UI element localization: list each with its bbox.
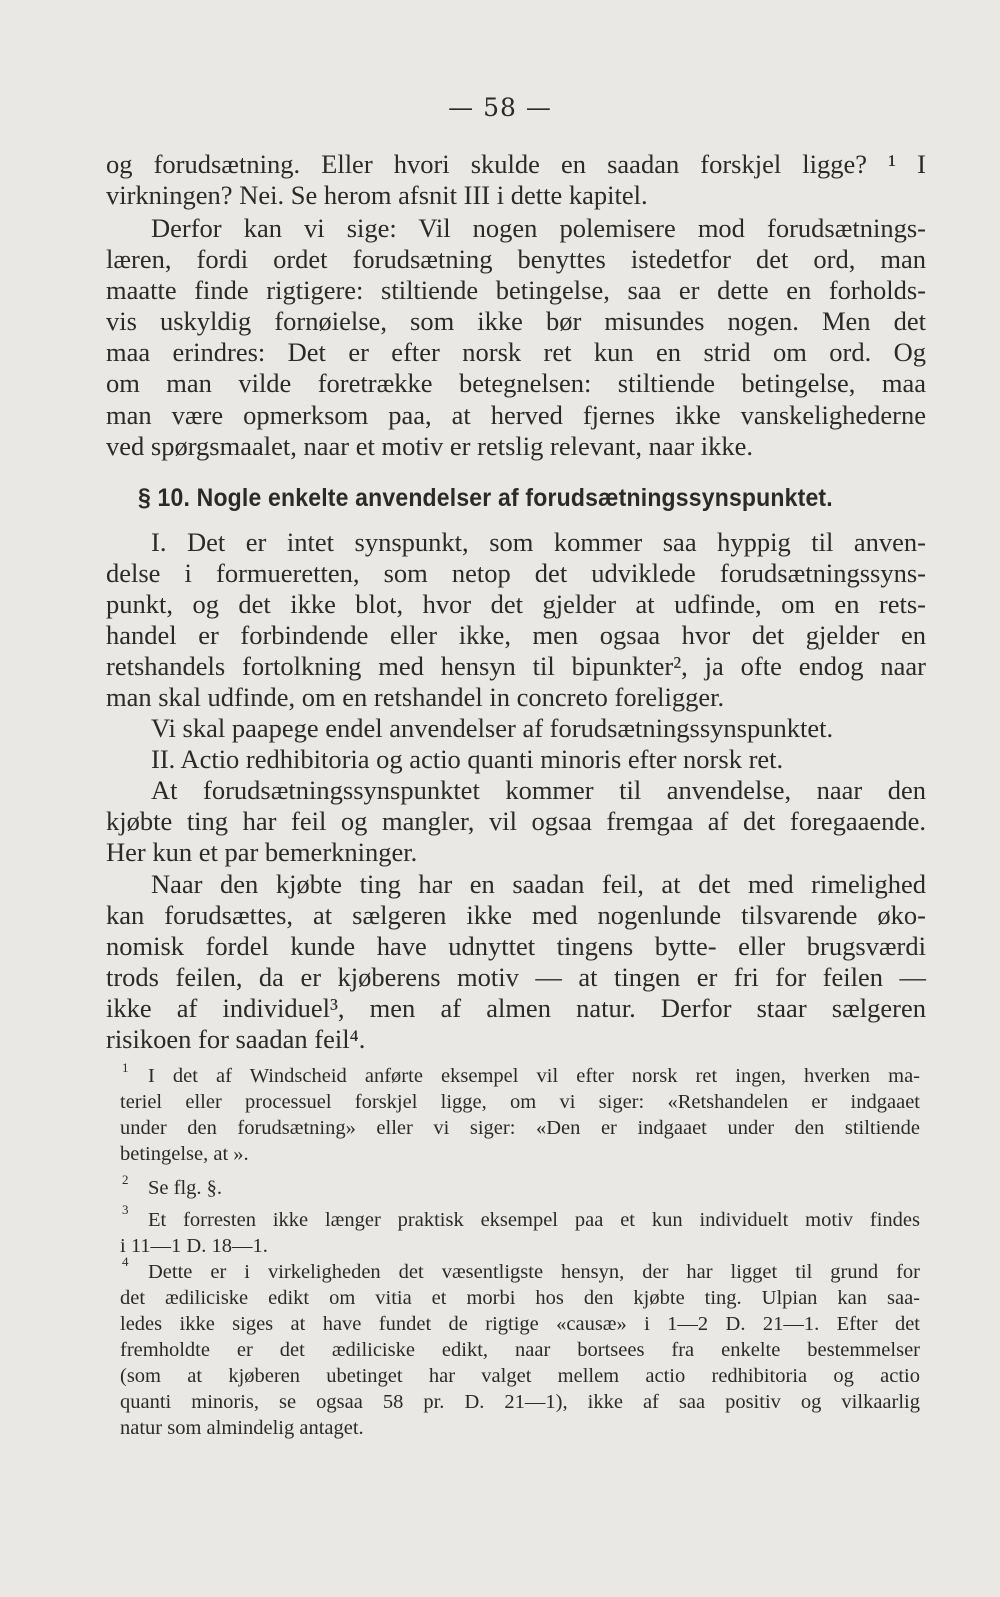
- text-line: I. Det er intet synspunkt, som kommer saa hyppig til anven-: [151, 527, 926, 557]
- footnote-mark: 4: [122, 1254, 129, 1269]
- text-line: II. Actio redhibitoria og actio quanti minoris efter norsk ret.: [151, 744, 784, 774]
- text-line: vis uskyldig fornøielse, som ikke bør misundes nogen. Men det: [106, 306, 926, 336]
- text-line: maa erindres: Det er efter norsk ret kun en strid om ord. Og: [106, 337, 926, 367]
- text-line: kan forudsættes, at sælgeren ikke med nogenlunde tilsvarende øko-: [106, 900, 926, 930]
- text-line: retshandels fortolkning med hensyn til bipunkter², ja ofte endog naar: [106, 651, 926, 681]
- text-line: Vi skal paapege endel anvendelser af forudsætningssynspunktet.: [151, 713, 834, 743]
- text-line: ikke af individuel³, men af almen natur. Derfor staar sælgeren: [106, 993, 926, 1023]
- text-line: risikoen for saadan feil⁴.: [106, 1024, 366, 1054]
- text-line: man skal udfinde, om en retshandel in concreto foreligger.: [106, 682, 725, 712]
- text-line: virkningen? Nei. Se herom afsnit III i dette kapitel.: [106, 180, 648, 210]
- footnote-line: ledes ikke siges at have fundet de rigtige «causæ» i 1—2 D. 21—1. Efter det: [120, 1313, 920, 1335]
- text-line: handel er forbindende eller ikke, men ogsaa hvor det gjelder en: [106, 620, 926, 650]
- text-line: ved spørgsmaalet, naar et motiv er retslig relevant, naar ikke.: [106, 431, 754, 461]
- footnote-line: under den forudsætning» eller vi siger: «Den er indgaaet under den stiltiende: [120, 1117, 920, 1139]
- footnote-line: Dette er i virkeligheden det væsentligste hensyn, der har ligget til grund for: [148, 1261, 920, 1283]
- footnote-line: Et forresten ikke længer praktisk eksempel paa et kun individuelt motiv findes: [148, 1209, 920, 1231]
- text-line: Naar den kjøbte ting har en saadan feil, at det med rimelighed: [151, 869, 926, 899]
- text-line: punkt, og det ikke blot, hvor det gjelder at udfinde, om en rets-: [106, 589, 926, 619]
- text-line: Her kun et par bemerkninger.: [106, 837, 418, 867]
- text-line: maatte finde rigtigere: stiltiende betingelse, saa er dette en forholds-: [106, 275, 926, 305]
- footnote-mark: 3: [122, 1202, 129, 1217]
- text-line: nomisk fordel kunde have udnyttet tingens bytte- eller brugsværdi: [106, 931, 926, 961]
- footnote-line: Se flg. §.: [148, 1177, 223, 1199]
- text-line: trods feilen, da er kjøberens motiv — at tingen er fri for feilen —: [106, 962, 926, 992]
- text-line: læren, fordi ordet forudsætning benyttes istedetfor det ord, man: [106, 244, 926, 274]
- text-line: man være opmerksom paa, at herved fjernes ikke vanskelighederne: [106, 400, 926, 430]
- footnote-line: (som at kjøberen ubetinget har valget mellem actio redhibitoria og actio: [120, 1365, 920, 1387]
- footnote-line: quanti minoris, se ogsaa 58 pr. D. 21—1), ikke af saa positiv og vilkaarlig: [120, 1391, 920, 1413]
- footnote-line: natur som almindelig antaget.: [120, 1417, 364, 1439]
- text-line: om man vilde foretrække betegnelsen: stiltiende betingelse, maa: [106, 368, 926, 398]
- footnote-line: i 11—1 D. 18—1.: [120, 1235, 268, 1257]
- text-line: delse i formueretten, som netop det udviklede forudsætningssyns-: [106, 558, 926, 588]
- text-line: og forudsætning. Eller hvori skulde en saadan forskjel ligge? ¹ I: [106, 149, 926, 179]
- text-line: At forudsætningssynspunktet kommer til anvendelse, naar den: [151, 775, 926, 805]
- footnote-line: det ædiliciske edikt om vitia et morbi hos den kjøbte ting. Ulpian kan saa-: [120, 1287, 920, 1309]
- footnote-line: fremholdte er det ædiliciske edikt, naar bortsees fra enkelte bestemmelser: [120, 1339, 920, 1361]
- page-number: — 58 —: [448, 93, 552, 122]
- footnote-line: teriel eller processuel forskjel ligge, om vi siger: «Retshandelen er indgaaet: [120, 1091, 920, 1113]
- footnote-mark: 2: [122, 1172, 129, 1187]
- footnote-mark: 1: [122, 1060, 129, 1075]
- footnote-line: betingelse, at ».: [120, 1143, 249, 1165]
- footnote-line: I det af Windscheid anførte eksempel vil efter norsk ret ingen, hverken ma-: [148, 1065, 920, 1087]
- section-heading: § 10. Nogle enkelte anvendelser af forudsætningssynspunktet.: [138, 484, 833, 512]
- text-line: kjøbte ting har feil og mangler, vil ogsaa fremgaa af det foregaaende.: [106, 806, 926, 836]
- text-line: Derfor kan vi sige: Vil nogen polemisere mod forudsætnings-: [151, 213, 926, 243]
